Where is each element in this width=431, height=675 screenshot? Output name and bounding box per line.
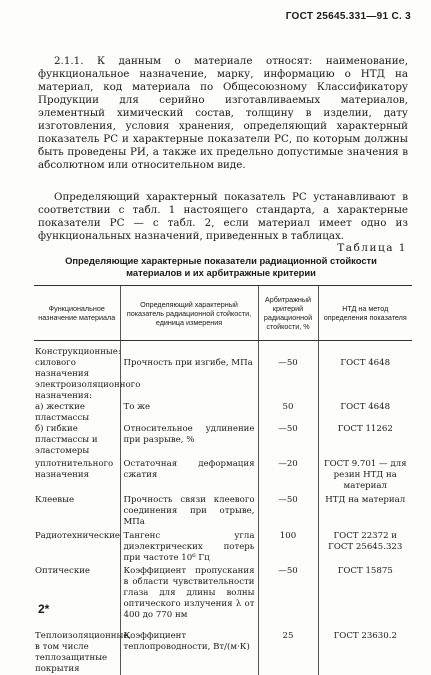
ntd-cell: ГОСТ 4648 — [318, 402, 412, 424]
criterion-cell — [258, 341, 318, 359]
criterion-cell: —50 — [258, 358, 318, 380]
indicator-cell: Коэффициент пропускания в области чувствительности глаза для длины волны оптического излучения λ от 400 до 770 нм — [120, 564, 258, 621]
ntd-cell: ГОСТ 4648 — [318, 358, 412, 380]
table-row — [34, 492, 412, 528]
indicator-cell: Относительное удлинение при разрыве, % — [120, 424, 258, 457]
criterion-cell: 25 — [258, 621, 318, 675]
indicator-cell: Коэффициент теплопроводности, Вт/(м·К) — [120, 621, 258, 675]
table-row — [34, 528, 412, 564]
func-cell: силового назначения — [35, 358, 90, 379]
func-cell: Клеевые — [35, 495, 75, 505]
page-marker: 2* — [38, 602, 50, 616]
criterion-cell: —20 — [258, 457, 318, 492]
func-cell: Оптические — [35, 566, 91, 576]
page-header: ГОСТ 25645.331—91 С. 3 — [285, 11, 411, 22]
indicator-cell: Тангенс угла диэлектрических потерь при частоте 10⁶ Гц — [120, 528, 258, 564]
table-label: Таблица 1 — [337, 242, 407, 254]
ntd-cell: ГОСТ 9.701 — для резин НТД на материал — [318, 457, 412, 492]
ntd-cell: ГОСТ 15875 — [318, 564, 412, 621]
column-header: НТД на метод определения показателя — [318, 286, 412, 341]
indicator-cell: То же — [120, 402, 258, 424]
column-header: Арбитражный критерий радиационной стойкости, % — [258, 286, 318, 341]
ntd-cell: ГОСТ 23630.2 — [318, 621, 412, 675]
criterion-cell: —50 — [258, 492, 318, 528]
func-cell: Теплоизоляционные, в том числе теплозащитные покрытия — [35, 631, 132, 674]
table-row — [34, 457, 412, 492]
column-header: Функциональное назначение материала — [34, 286, 120, 341]
column-header: Определяющий характерный показатель радиационной стойкости, единица измерения — [120, 286, 258, 341]
indicator-cell — [120, 380, 258, 402]
table-row — [34, 380, 412, 402]
table-row — [34, 564, 412, 621]
ntd-cell: НТД на материал — [318, 492, 412, 528]
table-row — [34, 621, 412, 675]
ntd-cell: ГОСТ 11262 — [318, 424, 412, 457]
ntd-cell — [318, 380, 412, 402]
criterion-cell: 50 — [258, 402, 318, 424]
table-row — [34, 341, 412, 359]
criteria-table — [34, 285, 412, 675]
table-row — [34, 424, 412, 457]
func-cell: а) жесткие пластмассы — [35, 402, 90, 423]
func-cell: Радиотехнические — [35, 531, 121, 541]
indicator-cell — [120, 341, 258, 359]
paragraph-indicator: Определяющий характерный показатель РС устанавливают в соответствии с табл. 1 настоящего стандарта, а характерные показатели РС — с табл. 2, если материал имеет одно из функциональных назначений, приведенных в таблицах. — [38, 191, 408, 242]
func-cell: электроизоляционного назначения: — [35, 380, 141, 401]
table-row — [34, 402, 412, 424]
func-cell: б) гибкие пластмассы и эластомеры — [35, 424, 98, 456]
func-cell: Конструкционные: — [35, 347, 121, 357]
table-caption: Определяющие характерные показатели радиационной стойкости материалов и их арбитражные критерии — [65, 255, 377, 278]
ntd-cell: ГОСТ 22372 и ГОСТ 25645.323 — [318, 528, 412, 564]
table-header-row — [34, 286, 412, 341]
func-cell: уплотнительного назначения — [35, 459, 114, 480]
criterion-cell — [258, 380, 318, 402]
criterion-cell: —50 — [258, 424, 318, 457]
ntd-cell — [318, 341, 412, 359]
indicator-cell: Прочность связи клеевого соединения при отрыве, МПа — [120, 492, 258, 528]
indicator-cell: Остаточная деформация сжатия — [120, 457, 258, 492]
indicator-cell: Прочность при изгибе, МПа — [120, 358, 258, 380]
paragraph-2-1-1: 2.1.1. К данным о материале относят: наименование, функциональное назначение, марку, информацию о НТД на материал, код материала по Общесоюзному Классификатору Продукции для серийно изготавливаемых материалов, элементный химический состав, толщину в изделии, дату изготовления, условия хранения, определяющий характерный показатель РС и характерные показатели РС, по которым должны быть проведены РИ, а также их предельно допустимые значения в абсолютном или относительном виде. — [38, 55, 408, 171]
criterion-cell: 100 — [258, 528, 318, 564]
criterion-cell: —50 — [258, 564, 318, 621]
table-row — [34, 358, 412, 380]
